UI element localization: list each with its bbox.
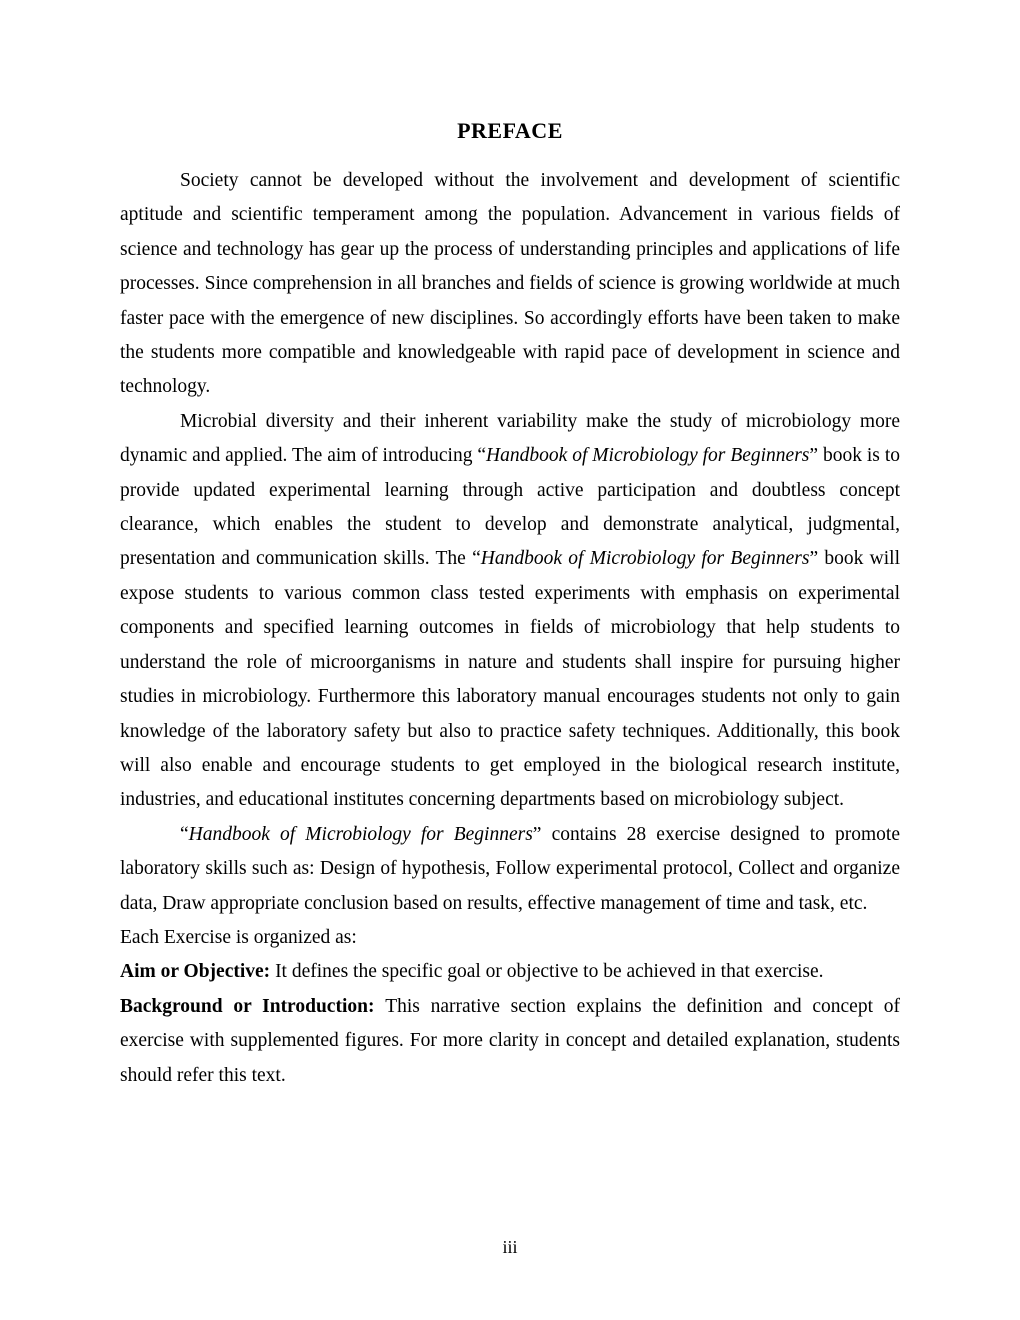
text-run: Aim or Objective:	[120, 961, 276, 983]
text-run: ” contains 28 exercise designed to promote laboratory skills such as: Design of hypothesis, Follow experimental protocol, Collect and organize data, Draw appropriate conclusion based on results, effective management of time and task, etc.	[120, 823, 900, 914]
text-run: ” book is to provide updated experimental learning through active participation and doubtless concept clearance, which enables the student to develop and demonstrate analytical, judgmental, presentation and communication skills. The “	[120, 445, 900, 570]
text-run: ” book will expose students to various common class tested experiments with emphasis on experimental components and specified learning outcomes in fields of microbiology that help students to understand the role of microorganisms in nature and students shall inspire for pursuing higher studies in microbiology. Furthermore this laboratory manual encourages students not only to gain knowledge of the laboratory safety but also to practice safety techniques. Additionally, this book will also enable and encourage students to get employed in the biological research institute, industries, and educational institutes concerning departments based on microbiology subject.	[120, 548, 901, 811]
text-run: Handbook of Microbiology for Beginners	[480, 548, 810, 570]
text-run: Microbial diversity and their inherent variability make the study of microbiology more dynamic and applied. The aim of introducing “	[120, 410, 900, 467]
page-title: PREFACE	[457, 118, 563, 143]
text-run: Handbook of Microbiology for Beginners	[188, 823, 533, 845]
paragraph	[120, 955, 900, 989]
text-run: Handbook of Microbiology for Beginners	[486, 445, 810, 467]
text-run: This narrative section explains the definition and concept of exercise with supplemented figures. For more clarity in concept and detailed explanation, students should refer this text.	[120, 995, 900, 1086]
paragraph	[120, 405, 900, 818]
text-run: “	[180, 823, 189, 845]
text-run: Background or Introduction:	[120, 995, 386, 1017]
text-run: It defines the specific goal or objective to be achieved in that exercise.	[275, 961, 824, 983]
text-run: Each Exercise is organized as:	[120, 926, 357, 948]
paragraph	[120, 818, 900, 921]
paragraph	[120, 164, 900, 405]
paragraph	[120, 990, 900, 1093]
text-run: Society cannot be developed without the involvement and development of scientific aptitude and scientific temperament among the population. Advancement in various fields of science and technology has gear up the process of understanding principles and applications of life processes. Since comprehension in all branches and fields of science is growing worldwide at much faster pace with the emergence of new disciplines. So accordingly efforts have been taken to make the students more compatible and knowledgeable with rapid pace of development in science and technology.	[120, 170, 900, 398]
document-body	[120, 164, 900, 1093]
page-number: iii	[502, 1237, 518, 1257]
paragraph	[120, 921, 900, 955]
